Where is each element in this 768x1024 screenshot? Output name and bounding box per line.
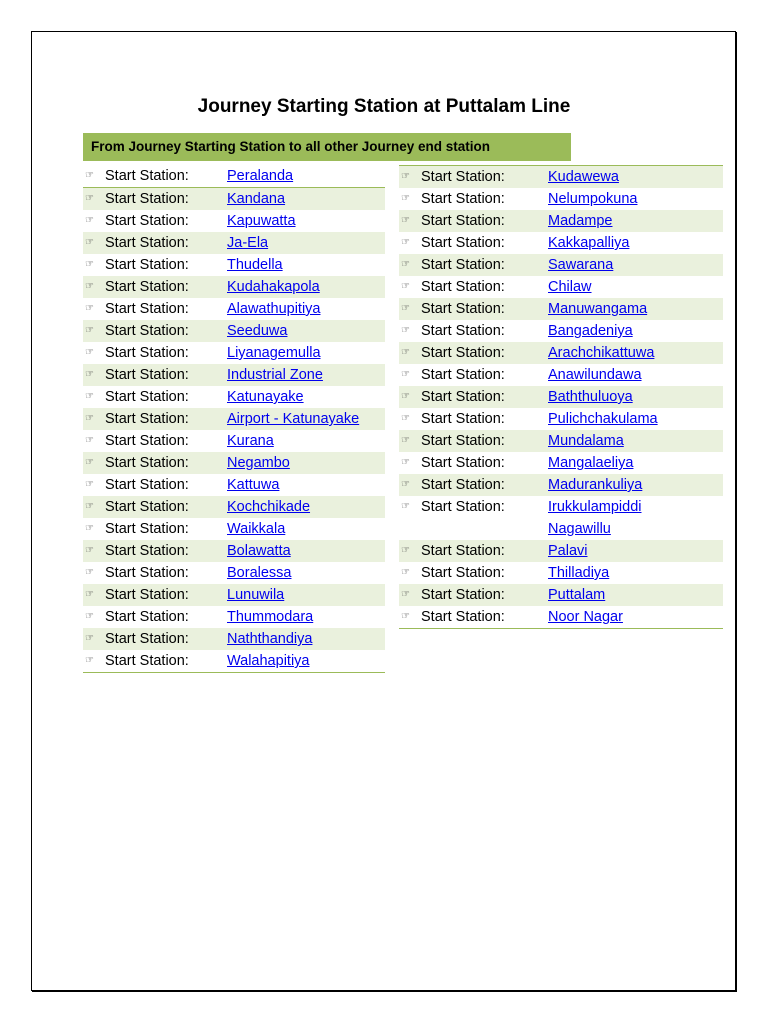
- station-row: [399, 496, 723, 540]
- station-link[interactable]: Kurana: [227, 433, 274, 449]
- station-link[interactable]: Anawilundawa: [548, 367, 642, 383]
- station-row: [83, 650, 385, 672]
- station-link[interactable]: Walahapitiya: [227, 653, 310, 669]
- start-station-label: Start Station:: [105, 235, 189, 251]
- station-row: [83, 386, 385, 408]
- station-row: [399, 540, 723, 562]
- station-row: [83, 342, 385, 364]
- station-link[interactable]: Katunayake: [227, 389, 304, 405]
- pointing-hand-icon: ☞: [401, 545, 410, 556]
- station-row: [399, 408, 723, 430]
- station-link[interactable]: Airport - Katunayake: [227, 411, 360, 427]
- station-link[interactable]: Kochchikade: [227, 499, 311, 515]
- start-station-label: Start Station:: [421, 345, 505, 361]
- pointing-hand-icon: ☞: [85, 435, 94, 446]
- pointing-hand-icon: ☞: [401, 413, 410, 424]
- pointing-hand-icon: ☞: [85, 237, 94, 248]
- pointing-hand-icon: ☞: [85, 391, 94, 402]
- pointing-hand-icon: ☞: [401, 567, 410, 578]
- start-station-label: Start Station:: [105, 653, 189, 669]
- station-link[interactable]: Mangalaeliya: [548, 455, 634, 471]
- station-row: [83, 364, 385, 386]
- left-station-column: [83, 165, 385, 673]
- station-link[interactable]: Baththuluoya: [548, 389, 633, 405]
- start-station-label: Start Station:: [105, 279, 189, 295]
- pointing-hand-icon: ☞: [85, 347, 94, 358]
- pointing-hand-icon: ☞: [85, 303, 94, 314]
- pointing-hand-icon: ☞: [401, 479, 410, 490]
- station-row: [83, 584, 385, 606]
- pointing-hand-icon: ☞: [85, 457, 94, 468]
- right-station-column: [399, 165, 723, 629]
- station-row: [399, 166, 723, 188]
- start-station-label: Start Station:: [421, 367, 505, 383]
- pointing-hand-icon: ☞: [401, 391, 410, 402]
- pointing-hand-icon: ☞: [401, 611, 410, 622]
- station-link[interactable]: Bolawatta: [227, 543, 291, 559]
- station-row: [399, 452, 723, 474]
- pointing-hand-icon: ☞: [85, 589, 94, 600]
- station-link[interactable]: Mundalama: [548, 433, 624, 449]
- pointing-hand-icon: ☞: [85, 545, 94, 556]
- station-row: [399, 584, 723, 606]
- pointing-hand-icon: ☞: [85, 215, 94, 226]
- pointing-hand-icon: ☞: [401, 501, 410, 512]
- pointing-hand-icon: ☞: [85, 611, 94, 622]
- start-station-label: Start Station:: [421, 257, 505, 273]
- pointing-hand-icon: ☞: [401, 193, 410, 204]
- pointing-hand-icon: ☞: [401, 215, 410, 226]
- station-row: [399, 320, 723, 342]
- start-station-label: Start Station:: [421, 301, 505, 317]
- station-row: [399, 364, 723, 386]
- station-row: [399, 386, 723, 408]
- station-row: [399, 276, 723, 298]
- station-link[interactable]: Arachchikattuwa: [548, 345, 655, 361]
- start-station-label: Start Station:: [421, 543, 505, 559]
- station-row: [399, 254, 723, 276]
- station-link[interactable]: Madurankuliya: [548, 477, 643, 493]
- pointing-hand-icon: ☞: [401, 237, 410, 248]
- station-link[interactable]: Negambo: [227, 455, 290, 471]
- station-link[interactable]: Kapuwatta: [227, 213, 296, 229]
- station-link[interactable]: Madampe: [548, 213, 613, 229]
- station-link[interactable]: Naththandiya: [227, 631, 313, 647]
- station-row: [399, 606, 723, 628]
- station-row: [83, 165, 385, 188]
- station-link[interactable]: Chilaw: [548, 279, 592, 295]
- station-link[interactable]: Kakkapalliya: [548, 235, 630, 251]
- pointing-hand-icon: ☞: [401, 325, 410, 336]
- start-station-label: Start Station:: [105, 411, 189, 427]
- pointing-hand-icon: ☞: [401, 435, 410, 446]
- start-station-label: Start Station:: [105, 499, 189, 515]
- start-station-label: Start Station:: [105, 631, 189, 647]
- start-station-label: Start Station:: [421, 389, 505, 405]
- pointing-hand-icon: ☞: [401, 589, 410, 600]
- start-station-label: Start Station:: [105, 389, 189, 405]
- station-link[interactable]: Seeduwa: [227, 323, 288, 339]
- pointing-hand-icon: ☞: [85, 655, 94, 666]
- station-link[interactable]: Alawathupitiya: [227, 301, 321, 317]
- station-row: [399, 188, 723, 210]
- page-title: Journey Starting Station at Puttalam Line: [197, 96, 571, 117]
- station-link[interactable]: Bangadeniya: [548, 323, 633, 339]
- pointing-hand-icon: ☞: [85, 633, 94, 644]
- station-row: [83, 606, 385, 628]
- station-row: [83, 496, 385, 518]
- station-link[interactable]: Thummodara: [227, 609, 314, 625]
- start-station-label: Start Station:: [105, 367, 189, 383]
- section-banner: From Journey Starting Station to all other Journey end station: [83, 133, 571, 161]
- station-row: [83, 320, 385, 342]
- start-station-label: Start Station:: [421, 477, 505, 493]
- start-station-label: Start Station:: [421, 235, 505, 251]
- pointing-hand-icon: ☞: [85, 413, 94, 424]
- pointing-hand-icon: ☞: [85, 479, 94, 490]
- station-link[interactable]: Palavi: [548, 543, 588, 559]
- station-row: [399, 210, 723, 232]
- start-station-label: Start Station:: [105, 191, 189, 207]
- station-row: [83, 298, 385, 320]
- station-link[interactable]: Liyanagemulla: [227, 345, 321, 361]
- station-row: [83, 254, 385, 276]
- station-row: [83, 408, 385, 430]
- start-station-label: Start Station:: [105, 213, 189, 229]
- station-link[interactable]: Sawarana: [548, 257, 614, 273]
- station-link[interactable]: Industrial Zone: [227, 367, 323, 383]
- start-station-label: Start Station:: [105, 323, 189, 339]
- pointing-hand-icon: ☞: [401, 457, 410, 468]
- start-station-label: Start Station:: [421, 279, 505, 295]
- station-row: [83, 188, 385, 210]
- station-row: [83, 210, 385, 232]
- start-station-label: Start Station:: [105, 477, 189, 493]
- start-station-label: Start Station:: [421, 565, 505, 581]
- station-link[interactable]: Kattuwa: [227, 477, 280, 493]
- start-station-label: Start Station:: [421, 191, 505, 207]
- station-row: [83, 452, 385, 474]
- station-link[interactable]: Nelumpokuna: [548, 191, 638, 207]
- station-row: [83, 276, 385, 298]
- station-link[interactable]: Waikkala: [227, 521, 286, 537]
- pointing-hand-icon: ☞: [401, 259, 410, 270]
- station-link[interactable]: Lunuwila: [227, 587, 285, 603]
- pointing-hand-icon: ☞: [85, 193, 94, 204]
- start-station-label: Start Station:: [105, 257, 189, 273]
- station-link[interactable]: Kudawewa: [548, 169, 619, 185]
- station-row: [399, 232, 723, 254]
- pointing-hand-icon: ☞: [85, 567, 94, 578]
- start-station-label: Start Station:: [105, 609, 189, 625]
- station-link[interactable]: Kudahakapola: [227, 279, 320, 295]
- pointing-hand-icon: ☞: [401, 347, 410, 358]
- pointing-hand-icon: ☞: [401, 281, 410, 292]
- station-link[interactable]: Puttalam: [548, 587, 606, 603]
- start-station-label: Start Station:: [421, 323, 505, 339]
- start-station-label: Start Station:: [421, 169, 505, 185]
- pointing-hand-icon: ☞: [85, 523, 94, 534]
- start-station-label: Start Station:: [421, 213, 505, 229]
- station-link[interactable]: Ja-Ela: [227, 235, 269, 251]
- pointing-hand-icon: ☞: [85, 501, 94, 512]
- station-row: [83, 474, 385, 496]
- station-link[interactable]: Manuwangama: [548, 301, 648, 317]
- start-station-label: Start Station:: [421, 499, 505, 515]
- station-link[interactable]: Pulichchakulama: [548, 411, 658, 427]
- pointing-hand-icon: ☞: [401, 171, 410, 182]
- start-station-label: Start Station:: [105, 565, 189, 581]
- start-station-label: Start Station:: [421, 587, 505, 603]
- start-station-label: Start Station:: [105, 543, 189, 559]
- pointing-hand-icon: ☞: [85, 170, 94, 181]
- station-row: [399, 430, 723, 452]
- station-row: [399, 562, 723, 584]
- pointing-hand-icon: ☞: [85, 369, 94, 380]
- station-link[interactable]: Thilladiya: [548, 565, 610, 581]
- pointing-hand-icon: ☞: [85, 325, 94, 336]
- start-station-label: Start Station:: [421, 411, 505, 427]
- station-row: [83, 518, 385, 540]
- station-link[interactable]: Kandana: [227, 191, 286, 207]
- station-row: [399, 342, 723, 364]
- station-row: [83, 562, 385, 584]
- start-station-label: Start Station:: [105, 345, 189, 361]
- pointing-hand-icon: ☞: [85, 259, 94, 270]
- station-row: [83, 232, 385, 254]
- station-row: [399, 474, 723, 496]
- start-station-label: Start Station:: [105, 521, 189, 537]
- pointing-hand-icon: ☞: [401, 369, 410, 380]
- station-row: [399, 298, 723, 320]
- station-link[interactable]: Noor Nagar: [548, 609, 623, 625]
- station-link[interactable]: Boralessa: [227, 565, 292, 581]
- station-link[interactable]: Thudella: [227, 257, 283, 273]
- station-link[interactable]: Irukkulampiddi: [548, 499, 642, 515]
- start-station-label: Start Station:: [421, 455, 505, 471]
- station-link[interactable]: Nagawillu: [548, 521, 611, 537]
- station-link[interactable]: Peralanda: [227, 168, 294, 184]
- pointing-hand-icon: ☞: [401, 303, 410, 314]
- start-station-label: Start Station:: [105, 433, 189, 449]
- start-station-label: Start Station:: [105, 587, 189, 603]
- start-station-label: Start Station:: [421, 433, 505, 449]
- pointing-hand-icon: ☞: [85, 281, 94, 292]
- station-row: [83, 540, 385, 562]
- start-station-label: Start Station:: [105, 455, 189, 471]
- station-row: [83, 628, 385, 650]
- start-station-label: Start Station:: [421, 609, 505, 625]
- start-station-label: Start Station:: [105, 168, 189, 184]
- station-row: [83, 430, 385, 452]
- start-station-label: Start Station:: [105, 301, 189, 317]
